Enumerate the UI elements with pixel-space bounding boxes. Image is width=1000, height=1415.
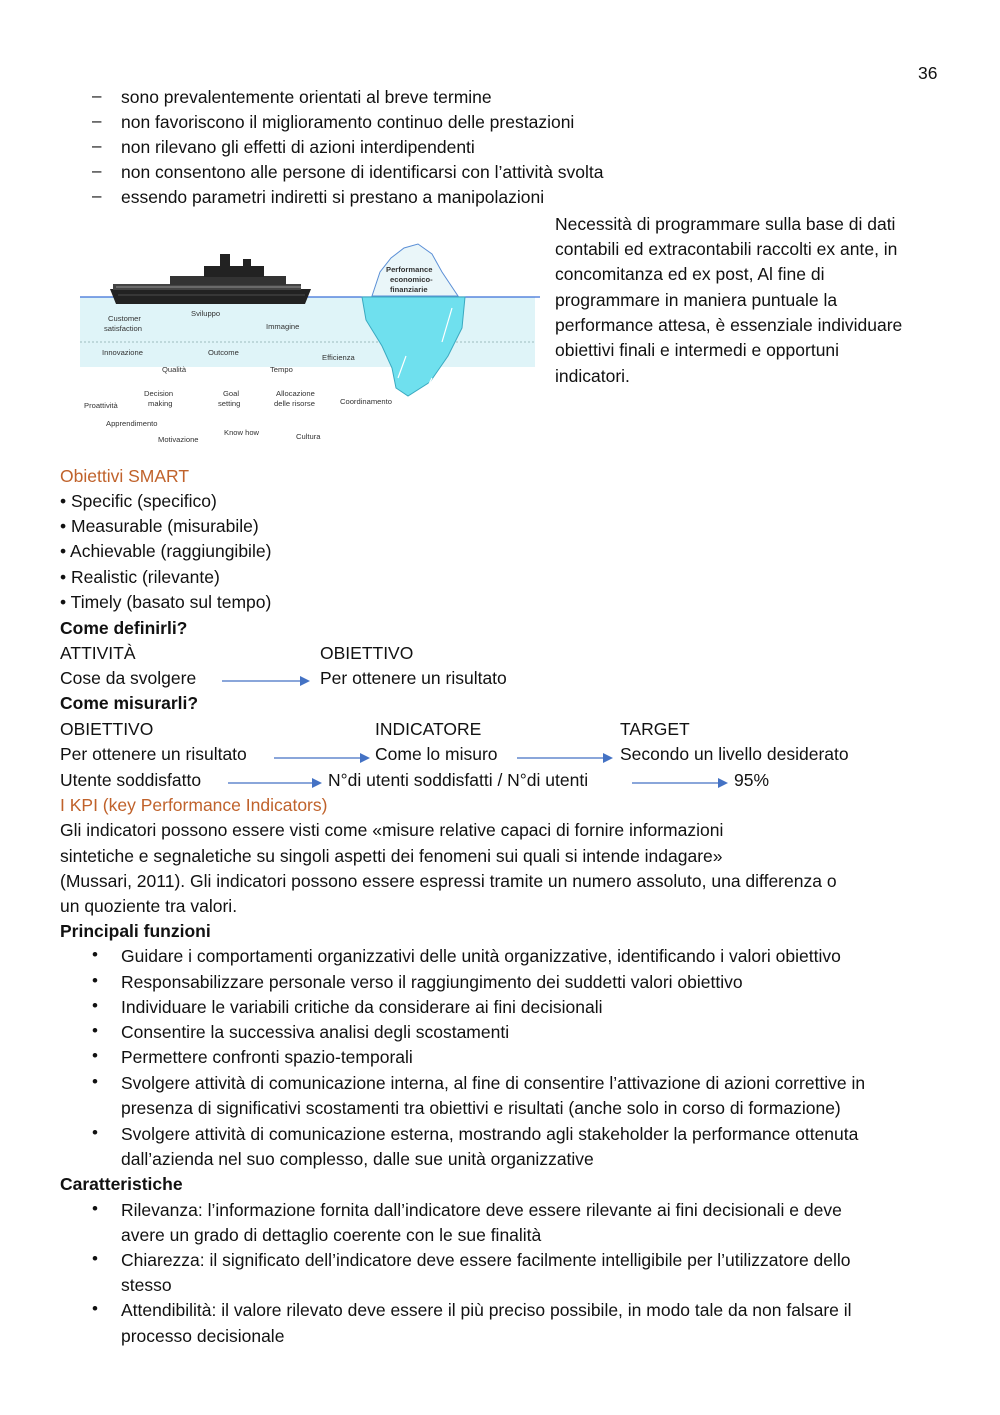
dash-marker: – [92, 86, 102, 105]
arrow-icon [632, 776, 730, 790]
label-decision-making-2: making [148, 399, 173, 408]
measure-row1-obiettivo: Per ottenere un risultato [60, 744, 247, 764]
smart-item: • Timely (basato sul tempo) [60, 592, 272, 612]
characteristic-item: Attendibilità: il valore rilevato deve essere il più preciso possibile, in modo tale da non falsare il [121, 1300, 852, 1320]
function-item: Permettere confronti spazio-temporali [121, 1047, 413, 1067]
label-qualita: Qualità [162, 365, 187, 374]
water-band [80, 297, 535, 367]
dash-item: non favoriscono il miglioramento continuo delle prestazioni [121, 112, 575, 132]
label-outcome: Outcome [208, 348, 239, 357]
label-customer-satisfaction: Customer [108, 314, 141, 323]
label-tempo: Tempo [270, 365, 293, 374]
label-customer-satisfaction-2: satisfaction [104, 324, 142, 333]
iceberg-tip-label [386, 265, 433, 294]
measure-header-obiettivo: OBIETTIVO [60, 719, 154, 739]
function-item: Svolgere attività di comunicazione esterna, mostrando agli stakeholder la performance ottenuta [121, 1124, 859, 1144]
function-item: Svolgere attività di comunicazione interna, al fine di consentire l’attivazione di azioni correttive in [121, 1073, 866, 1093]
characteristic-item: Chiarezza: il significato dell’indicatore deve essere facilmente intelligibile per l’utilizzatore dello [121, 1250, 851, 1270]
function-item: Consentire la successiva analisi degli scostamenti [121, 1022, 510, 1042]
label-allocazione: Allocazione [276, 389, 315, 398]
function-item: Individuare le variabili critiche da considerare ai fini decisionali [121, 997, 603, 1017]
measure-row1-indicatore: Come lo misuro [375, 744, 498, 764]
bullet-icon: • [92, 1046, 98, 1065]
characteristic-item-continued: stesso [121, 1275, 172, 1295]
ship-icon [110, 254, 311, 304]
dash-marker: – [92, 161, 102, 180]
define-col1-value: Cose da svolgere [60, 668, 197, 688]
iceberg-diagram [80, 238, 542, 450]
smart-item: • Achievable (raggiungibile) [60, 541, 272, 561]
side-paragraph-line: indicatori. [555, 366, 630, 386]
measure-row1-target: Secondo un livello desiderato [620, 744, 849, 764]
side-paragraph-line: Necessità di programmare sulla base di dati [555, 214, 896, 234]
label-motivazione: Motivazione [158, 435, 199, 444]
arrow-icon [517, 751, 615, 765]
arrow-icon [228, 776, 324, 790]
kpi-paragraph-line: sintetiche e segnaletiche su singoli aspetti dei fenomeni sui quali si intende indagare» [60, 846, 723, 866]
measure-header-target: TARGET [620, 719, 690, 739]
svg-text:Performance: Performance [386, 265, 433, 274]
kpi-title: I KPI (key Performance Indicators) [60, 795, 328, 815]
label-allocazione-2: delle risorse [274, 399, 315, 408]
characteristic-item-continued: avere un grado di dettaglio coerente con le sue finalità [121, 1225, 542, 1245]
measure-header-indicatore: INDICATORE [375, 719, 482, 739]
side-paragraph-line: obiettivi finali e intermedi e opportuni [555, 340, 840, 360]
characteristic-item-continued: processo decisionale [121, 1326, 285, 1346]
smart-item: • Realistic (rilevante) [60, 567, 220, 587]
side-paragraph-line: performance attesa, è essenziale individuare [555, 315, 903, 335]
arrow-icon [222, 674, 312, 688]
bullet-icon: • [92, 996, 98, 1015]
smart-item: • Specific (specifico) [60, 491, 217, 511]
function-item-continued: dall’azienda nel suo complesso, dalle sue unità organizzative [121, 1149, 594, 1169]
arrow-icon [274, 751, 372, 765]
label-coordinamento: Coordinamento [340, 397, 392, 406]
label-cultura: Cultura [296, 432, 321, 441]
bullet-icon: • [92, 1123, 98, 1142]
bullet-icon: • [92, 1021, 98, 1040]
svg-text:finanziarie: finanziarie [390, 285, 428, 294]
bullet-icon: • [92, 1072, 98, 1091]
function-item: Guidare i comportamenti organizzativi delle unità organizzative, identificando i valori obiettivo [121, 946, 841, 966]
dash-item: non consentono alle persone di identificarsi con l’attività svolta [121, 162, 604, 182]
label-sviluppo: Sviluppo [191, 309, 221, 318]
bullet-icon: • [92, 1299, 98, 1318]
svg-text:economico-: economico- [390, 275, 433, 284]
label-goal-setting: Goal [223, 389, 240, 398]
characteristics-heading: Caratteristiche [60, 1174, 183, 1194]
label-efficienza: Efficienza [322, 353, 355, 362]
label-innovazione: Innovazione [102, 348, 143, 357]
label-immagine: Immagine [266, 322, 300, 331]
measure-row2-indicatore: N°di utenti soddisfatti / N°di utenti [328, 770, 589, 790]
bullet-icon: • [92, 971, 98, 990]
label-decision-making: Decision [144, 389, 174, 398]
label-know-how: Know how [224, 428, 260, 437]
dash-item: non rilevano gli effetti di azioni interdipendenti [121, 137, 475, 157]
label-proattivita: Proattività [84, 401, 118, 410]
kpi-paragraph-line: (Mussari, 2011). Gli indicatori possono essere espressi tramite un numero assoluto, una differenza o [60, 871, 837, 891]
label-apprendimento: Apprendimento [106, 419, 158, 428]
side-paragraph-line: contabili ed extracontabili raccolti ex ante, in [555, 239, 898, 259]
define-col2-header: OBIETTIVO [320, 643, 414, 663]
function-item-continued: presenza di significativi scostamenti tra obiettivi e risultati (anche solo in corso di formazione) [121, 1098, 841, 1118]
dash-marker: – [92, 111, 102, 130]
dash-item: sono prevalentemente orientati al breve termine [121, 87, 492, 107]
measure-row2-target: 95% [734, 770, 770, 790]
bullet-icon: • [92, 945, 98, 964]
side-paragraph-line: concomitanza ed ex post, Al fine di [555, 264, 825, 284]
kpi-paragraph-line: Gli indicatori possono essere visti come «misure relative capaci di fornire informazioni [60, 820, 724, 840]
smart-item: • Measurable (misurabile) [60, 516, 259, 536]
smart-title: Obiettivi SMART [60, 466, 190, 486]
bullet-icon: • [92, 1199, 98, 1218]
measure-row2-obiettivo: Utente soddisfatto [60, 770, 202, 790]
dash-item: essendo parametri indiretti si prestano a manipolazioni [121, 187, 545, 207]
kpi-paragraph-line: un quoziente tra valori. [60, 896, 238, 916]
label-goal-setting-2: setting [218, 399, 241, 408]
page-number: 36 [918, 63, 938, 83]
function-item: Responsabilizzare personale verso il raggiungimento dei suddetti valori obiettivo [121, 972, 743, 992]
dash-marker: – [92, 136, 102, 155]
define-col2-value: Per ottenere un risultato [320, 668, 507, 688]
define-heading: Come definirli? [60, 618, 188, 638]
characteristic-item: Rilevanza: l’informazione fornita dall’indicatore deve essere rilevante ai fini decisionali e deve [121, 1200, 842, 1220]
measure-heading: Come misurarli? [60, 693, 199, 713]
side-paragraph-line: programmare in maniera puntuale la [555, 290, 838, 310]
bullet-icon: • [92, 1249, 98, 1268]
dash-marker: – [92, 186, 102, 205]
functions-heading: Principali funzioni [60, 921, 211, 941]
define-col1-header: ATTIVITÀ [60, 643, 136, 663]
